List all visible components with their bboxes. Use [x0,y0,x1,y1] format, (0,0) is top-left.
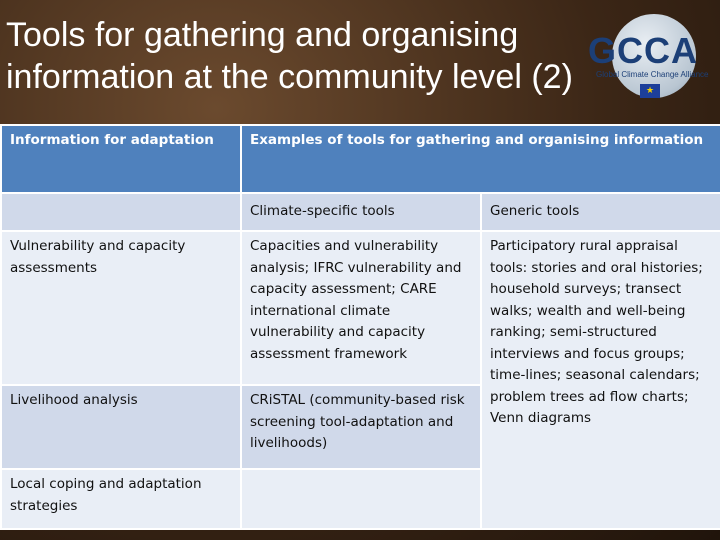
row-info-cell: Livelihood analysis [1,385,241,469]
eu-flag-icon: ★ [640,84,660,98]
logo-text: GCCA [588,30,698,71]
generic-tools-cell: Participatory rural appraisal tools: stories and oral histories; household surveys; transect walks; wealth and well-being ranking; semi-structured interviews and focus groups; time-lines; seasonal calendars; problem trees ad flow charts; Venn diagrams [481,231,720,529]
table-header-row [1,125,720,193]
header-examples: Examples of tools for gathering and organising information [241,125,720,193]
subheader-empty [1,193,241,231]
gcca-logo [582,12,716,108]
table-row [1,231,720,385]
logo-subtitle: Global Climate Change Alliance [596,70,709,79]
row-info-cell: Vulnerability and capacity assessments [1,231,241,385]
row-climate-cell [241,469,481,529]
row-climate-cell: Capacities and vulnerability analysis; IFRC vulnerability and capacity assessment; CARE international climate vulnerability and capacity assessment framework [241,231,481,385]
tools-table [0,124,720,530]
slide-title [6,14,606,98]
slide-title-line-1: Tools for gathering and organising [6,16,519,54]
table-subheader-row [1,193,720,231]
subheader-generic: Generic tools [481,193,720,231]
row-info-cell: Local coping and adaptation strategies [1,469,241,529]
row-climate-cell: CRiSTAL (community-based risk screening tool-adaptation and livelihoods) [241,385,481,469]
slide-title-line-2: information at the community level (2) [6,58,573,96]
subheader-climate-specific: Climate-specific tools [241,193,481,231]
header-information: Information for adaptation [1,125,241,193]
